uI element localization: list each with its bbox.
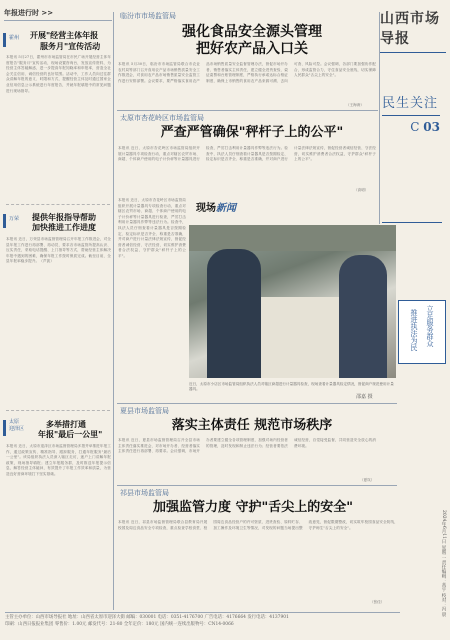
a3-place-l1: 太原 [9, 419, 20, 425]
photo-label-a: 现场 [196, 203, 216, 214]
story2-signature: （高明） [354, 188, 369, 192]
a3-title-l1: 多举措打通 [46, 419, 86, 429]
slogan-box [398, 300, 446, 364]
story3-title: 落实主体责任 规范市场秩序 [171, 418, 333, 433]
story1-body: 本报讯 5月30日，临汾市市场监管局联合市农业农村局等部门召开食用农产品市场销售质量安全工作推进会，对食用农产品市场销售质量安全监管工作进行安排部署。会议要求，要严格落实食用农产品市场销售质量安全监督管理办法，督促市场开办者、销售者落实主体责任，建立健全进货查验、索证索票和台账管理制度，严格执行承诺达标合格证制度，确保上市销售的食用农产品来源可溯、去向可查、风险可控。会议强调，各部门要加强协作配合，形成监管合力，守住食品安全底线，切实保障人民群众"舌尖上的安全"。 [118, 62, 376, 83]
a2-title-l1: 提供年报指导帮助 [32, 212, 96, 222]
story2-title: 严查严管确保"秤杆子上的公平" [160, 125, 344, 140]
story1-kicker: 临汾市市场监管局 [120, 12, 176, 20]
a2-place: 万荣 [9, 216, 20, 222]
a1-title-l2: 服务月"宣传活动 [40, 41, 101, 51]
story3-kicker: 夏县市场监管局 [120, 407, 169, 415]
story3-body: 本报讯 近日，夏县市场监督管理局召开全县市场主体责任落实推进会，对市场开办者、经营者落实主体责任进行再部署、再要求。会议强调，市场开办者要建立健全各项管理制度，加强对场内经营者的管理，及时发现和制止违法行为；经营者要依法诚信经营，自觉接受监督，共同营造安全放心的消费环境。 [118, 438, 376, 454]
a1-title [30, 30, 100, 52]
photo-side-text [118, 198, 186, 384]
footer-line1: 主管主办单位：山西市场导报社 地址：山西省太原市迎泽大街 邮编：030001 电话：0351-4176700 广告电话：4176664 发行电话：4137901 [5, 615, 289, 620]
story1-title-l1: 强化食品安全源头管理 [182, 24, 322, 40]
story4-kicker: 祁县市场监管局 [120, 489, 169, 497]
section-box [382, 92, 440, 134]
section-name [382, 92, 440, 111]
paper-name: 山西市场导报 [380, 11, 440, 47]
slogan-col1: 立足服务群众 [426, 305, 434, 347]
a3-place [9, 419, 24, 433]
section-header: 年报进行时 >> [4, 9, 54, 17]
story1-title-l2: 把好农产品入口关 [196, 41, 308, 57]
story2-kicker: 太原市杏花岭区市场监管局 [120, 114, 204, 122]
story3-signature: （夏岚） [360, 478, 375, 482]
a2-title-l2: 加快推进工作进度 [32, 222, 96, 232]
a3-title-l2: 年报"最后一公里" [38, 429, 103, 439]
news-photo [189, 225, 396, 378]
photo-section-label [196, 199, 236, 214]
a3-body: 本报讯 近日，太原市迎泽区市场监督管理局多措并举推进年报工作，通过政策宣传、精准指导、跟踪服务，打通年报服务"最后一公里"。该局组织执法人员深入辖区走访，逐户上门讲解年报政策，现场指导填报；建立年报服务群，及时推送年报提示信息，解答经营主体疑问，有效提升了年报工作效率和质量，为营造良好营商环境打下坚实基础。 [6, 444, 111, 476]
photo-label-b: 新闻 [216, 203, 236, 214]
section-name-l2: 关注 [410, 96, 439, 111]
page-letter: C [410, 120, 420, 134]
footer [5, 612, 400, 628]
a3-place-l2: 迎泽区 [9, 426, 25, 432]
photo-caption: 近日，太原市小店区市场监管局组织执法人员对辖区商超进行计量器具检查，现场查看计量器具检定情况，督促商户规范使用计量器具。 [189, 382, 394, 392]
footer-line2: 印刷：山西日报报业集团 零售价：1.00元 邮发代号：21-80 全年定价：180元 国内统一连续出版物号：CN14-0066 [5, 622, 234, 627]
a2-title [32, 212, 96, 232]
edition-info: 2024年6月11日 星期二 责任编辑：高宇 校对：冯 晨 [441, 510, 446, 617]
page-code [382, 120, 440, 134]
a1-place: 霍州 [9, 35, 20, 41]
story1-title [126, 24, 378, 58]
masthead [380, 8, 446, 53]
a2-body: 本报讯 近日，万荣县市场监督管理局召开年报工作推进会，对全县年报工作进行再部署、再动员，要求各市场监管所提高认识、压实责任，采取电话提醒、上门指导等方式，帮助经营主体解决年报中遇到的困难，确保年报工作按时保质完成。截至目前，全县年报率稳步提升。（芦凯） [6, 237, 111, 264]
a3-title [38, 419, 102, 439]
page-number: 03 [423, 120, 440, 134]
story2-body: 本报讯 近日，太原市杏花岭区市场监管局组织开展计量器具专项检查行动，重点对辖区农贸市场、商超、个体商户使用的电子计价秤等计量器具进行检查，严厉打击利用计量器具作弊等违法行为。检查中，执法人员仔细查看计量器具是否按期检定、检定标识是否齐全、称重是否准确，并对商户进行计量法律法规宣传，督促经营者诚信经营、守法经营，切实维护消费者合法权益，守护群众"秤杆子上的公平"。 [118, 146, 376, 162]
photo-side-body: 本报讯 近日，太原市杏花岭区市场监管局组织开展计量器具专项检查行动，重点对辖区农贸市场、商超、个体商户使用的电子计价秤等计量器具进行检查，严厉打击利用计量器具作弊等违法行为。检查中，执法人员仔细查看计量器具是否按期检定、检定标识是否齐全、称重是否准确，并对商户进行计量法律法规宣传，督促经营者诚信经营、守法经营，切实维护消费者合法权益，守护群众"秤杆子上的公平"。 [118, 198, 186, 258]
story1-signature: （王海涛） [346, 103, 364, 107]
story4-signature: （张佳） [370, 600, 385, 604]
section-name-l1: 民生 [382, 96, 411, 111]
a1-title-l1: 开展"经营主体年报 [30, 30, 99, 40]
a1-body: 本报讯 5月27日，霍州市市场监管局在市民广场开展经营主体年度报告"服务月"宣传活动，现场设置咨询台，发放宣传资料，为经营主体答疑解惑，进一步提高年报知晓率和申报率，营造全社会关注信用、诚信经营的良好氛围。活动中，工作人员向过往群众讲解年报的意义、时限和方式，提醒经营主体及时通过国家企业信用信息公示系统进行年度报告，并就年报填报中的常见问题进行现场指导。 [6, 55, 111, 93]
story4-title: 加强监管力度 守护"舌尖上的安全" [152, 500, 354, 515]
photo-credit: 邵嘉 摄 [356, 394, 373, 400]
story4-body: 本报讯 近日，祁县市场监督管理局联合县教育局开展校园及周边食品安全专项检查，重点检查学校食堂、校园周边食品经营户的许可资质、进货查验、原料贮存、加工操作及环境卫生等情况，对发现的问题当场提出整改意见，督促限期整改，切实筑牢校园食品安全防线，守护师生"舌尖上的安全"。 [118, 520, 398, 530]
slogan-col2: 推进执法为民 [410, 309, 418, 351]
